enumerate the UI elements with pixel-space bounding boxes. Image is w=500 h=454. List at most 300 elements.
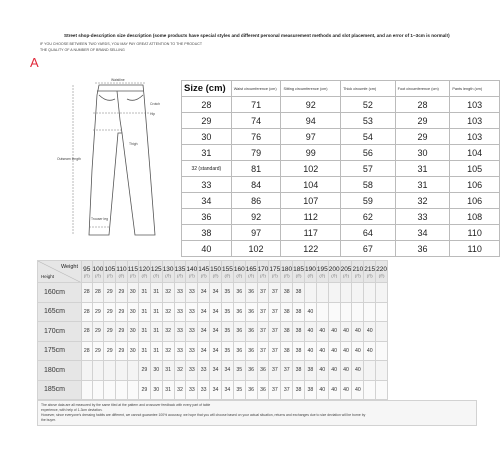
weight-header (162, 261, 174, 283)
size-recommendation-cell: 31 (150, 322, 162, 342)
size-recommendation-cell: 29 (116, 322, 127, 342)
size-recommendation-cell (364, 361, 376, 381)
size-cell: 117 (281, 225, 341, 241)
size-recommendation-cell: 32 (162, 322, 174, 342)
corner-cell (38, 261, 82, 283)
size-recommendation-cell: 36 (245, 322, 257, 342)
size-recommendation-cell (127, 361, 138, 381)
size-cell: 52 (341, 97, 396, 113)
size-recommendation-cell: 32 (174, 380, 186, 400)
size-recommendation-cell: 36 (233, 283, 245, 303)
size-row (182, 225, 500, 241)
size-cell: 31 (395, 177, 450, 193)
weight-unit: (斤) (272, 273, 278, 278)
size-recommendation-cell: 37 (269, 322, 281, 342)
size-recommendation-cell: 29 (116, 341, 127, 361)
weight-header (340, 261, 352, 283)
size-recommendation-cell: 34 (210, 302, 222, 322)
size-recommendation-cell: 40 (352, 361, 364, 381)
size-recommendation-cell: 28 (92, 283, 104, 303)
weight-corner-label: Weight (60, 264, 78, 270)
size-recommendation-cell: 34 (221, 380, 233, 400)
size-recommendation-cell (82, 361, 93, 381)
size-cell: 31 (182, 145, 232, 161)
size-row (182, 129, 500, 145)
size-cell: 92 (231, 209, 281, 225)
weight-header (92, 261, 104, 283)
weight-header (305, 261, 317, 283)
weight-unit: (斤) (355, 273, 361, 278)
size-cell: 106 (450, 177, 500, 193)
weight-header (150, 261, 162, 283)
size-recommendation-cell: 40 (352, 322, 364, 342)
size-recommendation-cell: 36 (245, 341, 257, 361)
size-recommendation-cell: 33 (186, 361, 198, 381)
size-recommendation-cell (340, 302, 352, 322)
size-cell: 33 (182, 177, 232, 193)
weight-unit: (斤) (295, 273, 302, 278)
size-recommendation-cell: 37 (281, 380, 293, 400)
size-recommendation-cell: 38 (281, 283, 293, 303)
size-recommendation-cell: 33 (186, 302, 198, 322)
size-recommendation-cell: 29 (138, 361, 150, 381)
size-cell: 103 (450, 129, 500, 145)
size-recommendation-cell (116, 361, 127, 381)
size-cell: 71 (231, 97, 281, 113)
size-recommendation-cell: 38 (305, 361, 317, 381)
size-cell: 29 (395, 113, 450, 129)
size-recommendation-cell: 38 (293, 380, 305, 400)
size-recommendation-cell: 35 (221, 283, 233, 303)
size-recommendation-cell: 38 (281, 322, 293, 342)
size-cell: 84 (231, 177, 281, 193)
size-cell: 102 (281, 161, 341, 177)
size-recommendation-cell: 36 (245, 380, 257, 400)
size-cell: 122 (281, 241, 341, 257)
size-cell: 102 (231, 241, 281, 257)
subtitle-line: THE QUALITY OF A NUMBER OF BRAND SELLING (40, 48, 125, 52)
size-recommendation-cell: 37 (269, 302, 281, 322)
height-corner-label: Height (41, 274, 55, 279)
weight-header (245, 261, 257, 283)
subtitle-line: IF YOU CHOOSE BETWEEN TWO YARDS, YOU MAY PAY GREAT ATTENTION TO THE PRODUCT (40, 42, 203, 46)
size-recommendation-cell: 37 (269, 380, 281, 400)
size-recommendation-cell: 31 (150, 302, 162, 322)
weight-unit: (斤) (212, 273, 219, 278)
weight-header (116, 261, 127, 283)
size-row (182, 177, 500, 193)
size-recommendation-cell: 33 (174, 341, 186, 361)
size-recommendation-cell: 33 (198, 361, 210, 381)
weight-unit: (斤) (177, 273, 183, 278)
weight-value: 210 (352, 265, 364, 273)
size-recommendation-cell (376, 361, 388, 381)
size-recommendation-cell: 37 (257, 283, 269, 303)
size-recommendation-cell (376, 380, 388, 400)
weight-header (269, 261, 281, 283)
size-recommendation-cell: 38 (293, 322, 305, 342)
size-recommendation-cell: 34 (198, 322, 210, 342)
size-recommendation-cell: 31 (138, 341, 150, 361)
size-row (182, 209, 500, 225)
hip-label: Hip (150, 112, 156, 116)
weight-value: 175 (269, 265, 281, 273)
weight-value: 125 (150, 265, 162, 273)
size-recommendation-cell: 35 (233, 380, 245, 400)
size-recommendation-cell: 32 (162, 302, 174, 322)
size-recommendation-cell: 37 (269, 361, 281, 381)
weight-header (316, 261, 328, 283)
size-recommendation-cell: 38 (293, 361, 305, 381)
size-recommendation-cell: 40 (316, 341, 328, 361)
size-row (182, 241, 500, 257)
size-cell: 33 (395, 209, 450, 225)
weight-unit: (斤) (331, 273, 337, 278)
size-cell: 62 (341, 209, 396, 225)
note-line: experience, with help of 1-3cm deviation. (41, 408, 103, 412)
size-recommendation-cell: 40 (352, 341, 364, 361)
size-recommendation-cell (340, 283, 352, 303)
size-recommendation-cell (92, 361, 104, 381)
size-cell: 104 (450, 145, 500, 161)
size-recommendation-cell: 29 (92, 302, 104, 322)
size-recommendation-cell (92, 380, 104, 400)
height-row (38, 302, 388, 322)
size-recommendation-cell: 36 (245, 302, 257, 322)
weight-unit: (斤) (141, 273, 148, 278)
size-recommendation-cell: 33 (198, 380, 210, 400)
weight-value: 115 (127, 265, 138, 273)
weight-header (281, 261, 293, 283)
weight-value: 180 (281, 265, 293, 273)
weight-unit: (斤) (307, 273, 314, 278)
size-recommendation-cell: 37 (257, 302, 269, 322)
size-recommendation-cell: 34 (198, 283, 210, 303)
height-row (38, 341, 388, 361)
size-recommendation-cell: 33 (174, 283, 186, 303)
size-recommendation-cell (352, 302, 364, 322)
weight-value: 120 (138, 265, 150, 273)
thigh-label: Thigh (129, 142, 138, 146)
size-recommendation-cell (364, 283, 376, 303)
size-recommendation-cell (364, 302, 376, 322)
size-recommendation-cell (328, 302, 340, 322)
weight-value: 150 (210, 265, 221, 273)
size-recommendation-cell (82, 380, 93, 400)
size-recommendation-cell: 37 (257, 322, 269, 342)
size-recommendation-cell: 33 (186, 380, 198, 400)
size-row (182, 161, 500, 177)
size-cell: 79 (231, 145, 281, 161)
size-recommendation-cell (376, 341, 388, 361)
size-cell: 67 (341, 241, 396, 257)
weight-value: 200 (328, 265, 340, 273)
size-recommendation-cell: 28 (82, 302, 93, 322)
weight-unit: (斤) (95, 273, 101, 278)
size-cell: 110 (450, 241, 500, 257)
size-recommendation-cell: 38 (281, 341, 293, 361)
size-recommendation-cell: 40 (328, 341, 340, 361)
size-recommendation-cell: 29 (92, 322, 104, 342)
size-cell: 28 (182, 97, 232, 113)
size-recommendation-cell: 34 (221, 361, 233, 381)
size-recommendation-cell: 29 (116, 283, 127, 303)
weight-value: 165 (245, 265, 257, 273)
size-recommendation-cell: 40 (340, 341, 352, 361)
size-cell: 30 (395, 145, 450, 161)
weight-value: 170 (257, 265, 269, 273)
weight-value: 140 (186, 265, 198, 273)
weight-header (186, 261, 198, 283)
size-recommendation-cell: 37 (269, 283, 281, 303)
size-recommendation-cell: 40 (328, 361, 340, 381)
size-cell: 56 (341, 145, 396, 161)
disclaimer-note (37, 400, 477, 426)
weight-header (328, 261, 340, 283)
size-cell: 74 (231, 113, 281, 129)
size-cell: 108 (450, 209, 500, 225)
weight-unit: (斤) (189, 273, 195, 278)
size-recommendation-cell: 32 (174, 361, 186, 381)
size-chart-table (181, 80, 500, 257)
weight-value: 95 (83, 265, 91, 273)
size-recommendation-cell: 34 (198, 341, 210, 361)
size-recommendation-cell: 40 (340, 322, 352, 342)
note-line: The above data are all measured by the same tiled at the pattern and crossover feedback with every part of table (41, 403, 211, 407)
weight-header (233, 261, 245, 283)
size-recommendation-cell (116, 380, 127, 400)
size-cell: 29 (182, 113, 232, 129)
size-recommendation-cell: 36 (233, 341, 245, 361)
weight-unit: (斤) (200, 273, 207, 278)
weight-unit: (斤) (343, 273, 349, 278)
size-cell: 30 (182, 129, 232, 145)
size-recommendation-cell (316, 302, 328, 322)
weight-header (221, 261, 233, 283)
size-cell: 31 (395, 161, 450, 177)
size-recommendation-cell (305, 283, 317, 303)
size-recommendation-cell: 29 (104, 283, 116, 303)
size-header: Size (cm) (182, 81, 232, 97)
size-recommendation-cell: 36 (257, 380, 269, 400)
weight-header (376, 261, 388, 283)
size-row (182, 113, 500, 129)
size-row (182, 193, 500, 209)
size-recommendation-cell: 33 (174, 302, 186, 322)
weight-header (257, 261, 269, 283)
size-cell: 104 (281, 177, 341, 193)
size-recommendation-cell: 40 (316, 380, 328, 400)
size-cell: 103 (450, 113, 500, 129)
weight-unit: (斤) (106, 273, 113, 278)
size-recommendation-cell: 40 (305, 341, 317, 361)
size-recommendation-cell: 30 (150, 361, 162, 381)
height-label: 160cm (38, 283, 82, 303)
weight-value: 130 (162, 265, 174, 273)
size-recommendation-cell (127, 380, 138, 400)
note-line: However, since everyone's dressing habits are different, we cannot guarantee 100% accuracy, we hope that you will choose based on your actual situation, returns and exchanges due to size deviation will be borne by (41, 413, 366, 417)
size-recommendation-cell (376, 302, 388, 322)
weight-header (210, 261, 222, 283)
size-cell: 36 (395, 241, 450, 257)
height-row (38, 283, 388, 303)
weight-unit: (斤) (224, 273, 231, 278)
weight-value: 100 (92, 265, 104, 273)
size-cell: 54 (341, 129, 396, 145)
weight-value: 105 (104, 265, 116, 273)
size-recommendation-cell: 36 (245, 361, 257, 381)
size-recommendation-cell: 36 (233, 302, 245, 322)
weight-value: 195 (316, 265, 328, 273)
size-cell: 59 (341, 193, 396, 209)
size-recommendation-cell: 36 (233, 322, 245, 342)
size-cell: 110 (450, 225, 500, 241)
weight-unit: (斤) (248, 273, 254, 278)
size-cell: 81 (231, 161, 281, 177)
weight-unit: (斤) (260, 273, 266, 278)
size-recommendation-cell: 38 (293, 302, 305, 322)
height-label: 185cm (38, 380, 82, 400)
weight-unit: (斤) (118, 273, 125, 278)
size-recommendation-cell: 33 (186, 283, 198, 303)
weight-header (138, 261, 150, 283)
crotch-label: Crotch (150, 102, 160, 106)
size-cell: 64 (341, 225, 396, 241)
size-recommendation-cell (376, 283, 388, 303)
size-recommendation-cell: 40 (305, 322, 317, 342)
size-recommendation-cell: 35 (221, 322, 233, 342)
weight-header (352, 261, 364, 283)
weight-unit: (斤) (236, 273, 243, 278)
size-cell: 106 (450, 193, 500, 209)
size-recommendation-cell: 28 (82, 322, 93, 342)
size-recommendation-cell: 34 (198, 302, 210, 322)
size-recommendation-cell: 30 (127, 302, 138, 322)
size-recommendation-cell: 29 (104, 341, 116, 361)
weight-header (82, 261, 93, 283)
weight-unit: (斤) (366, 273, 373, 278)
size-recommendation-cell: 40 (305, 302, 317, 322)
weight-value: 110 (116, 265, 127, 273)
size-row (182, 145, 500, 161)
size-cell: 99 (281, 145, 341, 161)
size-recommendation-cell: 29 (116, 302, 127, 322)
size-recommendation-cell (316, 283, 328, 303)
size-recommendation-cell: 40 (340, 380, 352, 400)
size-recommendation-cell: 30 (127, 341, 138, 361)
size-cell: 92 (281, 97, 341, 113)
size-cell: 34 (182, 193, 232, 209)
weight-header (364, 261, 376, 283)
weight-unit: (斤) (129, 273, 136, 278)
weight-header (127, 261, 138, 283)
size-cell: 36 (182, 209, 232, 225)
size-recommendation-cell: 35 (221, 302, 233, 322)
size-recommendation-cell: 33 (174, 322, 186, 342)
weight-unit: (斤) (165, 273, 171, 278)
hip-header: Sitting circumference (cm) (281, 81, 341, 97)
size-recommendation-cell: 29 (104, 322, 116, 342)
size-cell: 32 (395, 193, 450, 209)
size-recommendation-cell: 40 (316, 361, 328, 381)
weight-unit: (斤) (283, 273, 290, 278)
size-recommendation-cell: 34 (210, 361, 222, 381)
height-row (38, 322, 388, 342)
size-recommendation-cell: 34 (210, 322, 222, 342)
size-recommendation-cell (104, 380, 116, 400)
size-recommendation-cell: 31 (138, 322, 150, 342)
size-recommendation-cell (104, 361, 116, 381)
size-recommendation-cell: 29 (104, 302, 116, 322)
pants-measurement-diagram (55, 75, 180, 245)
weight-height-table (37, 260, 388, 400)
weight-value: 190 (305, 265, 316, 273)
size-recommendation-cell: 38 (293, 341, 305, 361)
size-recommendation-cell: 31 (162, 380, 174, 400)
size-recommendation-cell: 40 (364, 322, 376, 342)
weight-unit: (斤) (319, 273, 326, 278)
size-cell: 58 (341, 177, 396, 193)
size-recommendation-cell: 31 (138, 302, 150, 322)
size-recommendation-cell: 35 (233, 361, 245, 381)
height-label: 170cm (38, 322, 82, 342)
size-recommendation-cell: 33 (186, 322, 198, 342)
size-recommendation-cell: 38 (293, 283, 305, 303)
size-recommendation-cell: 31 (138, 283, 150, 303)
size-cell: 28 (395, 97, 450, 113)
height-row (38, 361, 388, 381)
waist-header: Waist circumference (cm) (231, 81, 281, 97)
size-cell: 112 (281, 209, 341, 225)
size-recommendation-cell: 29 (138, 380, 150, 400)
size-cell: 105 (450, 161, 500, 177)
size-recommendation-cell: 38 (305, 380, 317, 400)
note-line: the buyer. (41, 418, 56, 422)
size-recommendation-cell: 30 (127, 283, 138, 303)
size-recommendation-cell: 40 (340, 361, 352, 381)
weight-value: 155 (221, 265, 233, 273)
page-title: Street shop-description size description (some products have special styles and different personal measurement methods and slot placement, and an error of 1~3cm is normal!) (64, 33, 450, 38)
size-recommendation-cell: 40 (328, 380, 340, 400)
weight-header (104, 261, 116, 283)
height-label: 175cm (38, 341, 82, 361)
size-cell: 103 (450, 97, 500, 113)
size-recommendation-cell: 34 (210, 283, 222, 303)
size-recommendation-cell: 40 (364, 341, 376, 361)
size-recommendation-cell: 37 (257, 341, 269, 361)
size-recommendation-cell: 35 (221, 341, 233, 361)
size-recommendation-cell: 29 (92, 341, 104, 361)
size-recommendation-cell: 31 (150, 341, 162, 361)
weight-value: 160 (233, 265, 245, 273)
outseam-label: Outseam length (57, 157, 81, 161)
height-row (38, 380, 388, 400)
size-recommendation-cell: 40 (328, 322, 340, 342)
weight-header (174, 261, 186, 283)
size-recommendation-cell: 31 (162, 361, 174, 381)
size-recommendation-cell: 38 (281, 302, 293, 322)
weight-header (293, 261, 305, 283)
size-recommendation-cell: 40 (316, 322, 328, 342)
weight-value: 215 (364, 265, 376, 273)
size-cell: 53 (341, 113, 396, 129)
size-row (182, 97, 500, 113)
foot-header: Foot circumference (cm) (395, 81, 450, 97)
weight-value: 185 (293, 265, 304, 273)
weight-value: 135 (174, 265, 186, 273)
weight-unit: (斤) (378, 273, 385, 278)
section-letter: A (30, 55, 39, 70)
